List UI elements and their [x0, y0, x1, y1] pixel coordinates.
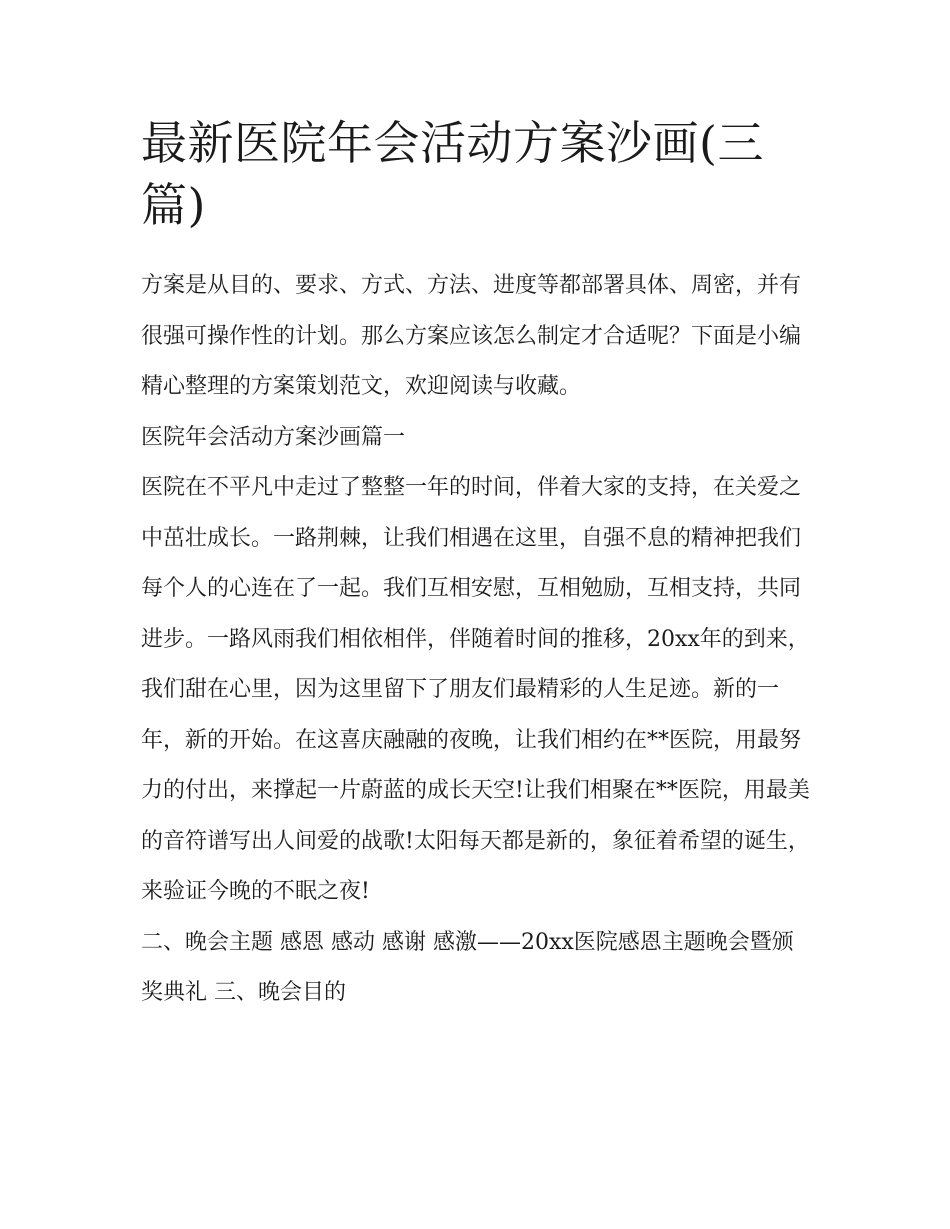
- section-heading: 医院年会活动方案沙画篇一: [141, 424, 406, 450]
- intro-paragraph: 方案是从目的、要求、方式、方法、进度等都部署具体、周密，并有很强可操作性的计划。那么方案应该怎么制定才合适呢？下面是小编精心整理的方案策划范文，欢迎阅读与收藏。: [141, 273, 802, 399]
- section-paragraph: 二、晚会主题 感恩 感动 感谢 感激——20xx医院感恩主题晚会暨颁奖典礼 三、晚会目的: [141, 929, 794, 1005]
- document-content: [141, 112, 813, 1019]
- document-title: 最新医院年会活动方案沙画(三篇): [141, 116, 764, 232]
- body-paragraph: 医院在不平凡中走过了整整一年的时间，伴着大家的支持，在关爱之中茁壮成长。一路荆棘，让我们相遇在这里，自强不息的精神把我们每个人的心连在了一起。我们互相安慰，互相勉励，互相支持，共同进步。一路风雨我们相依相伴，伴随着时间的推移，20xx年的到来，我们甜在心里，因为这里留下了朋友们最精彩的人生足迹。新的一年，新的开始。在这喜庆融融的夜晚，让我们相约在**医院，用最努力的付出，来撑起一片蔚蓝的成长天空!让我们相聚在**医院，用最美的音符谱写出人间爱的战歌!太阳每天都是新的，象征着希望的诞生，来验证今晚的不眠之夜!: [141, 475, 810, 904]
